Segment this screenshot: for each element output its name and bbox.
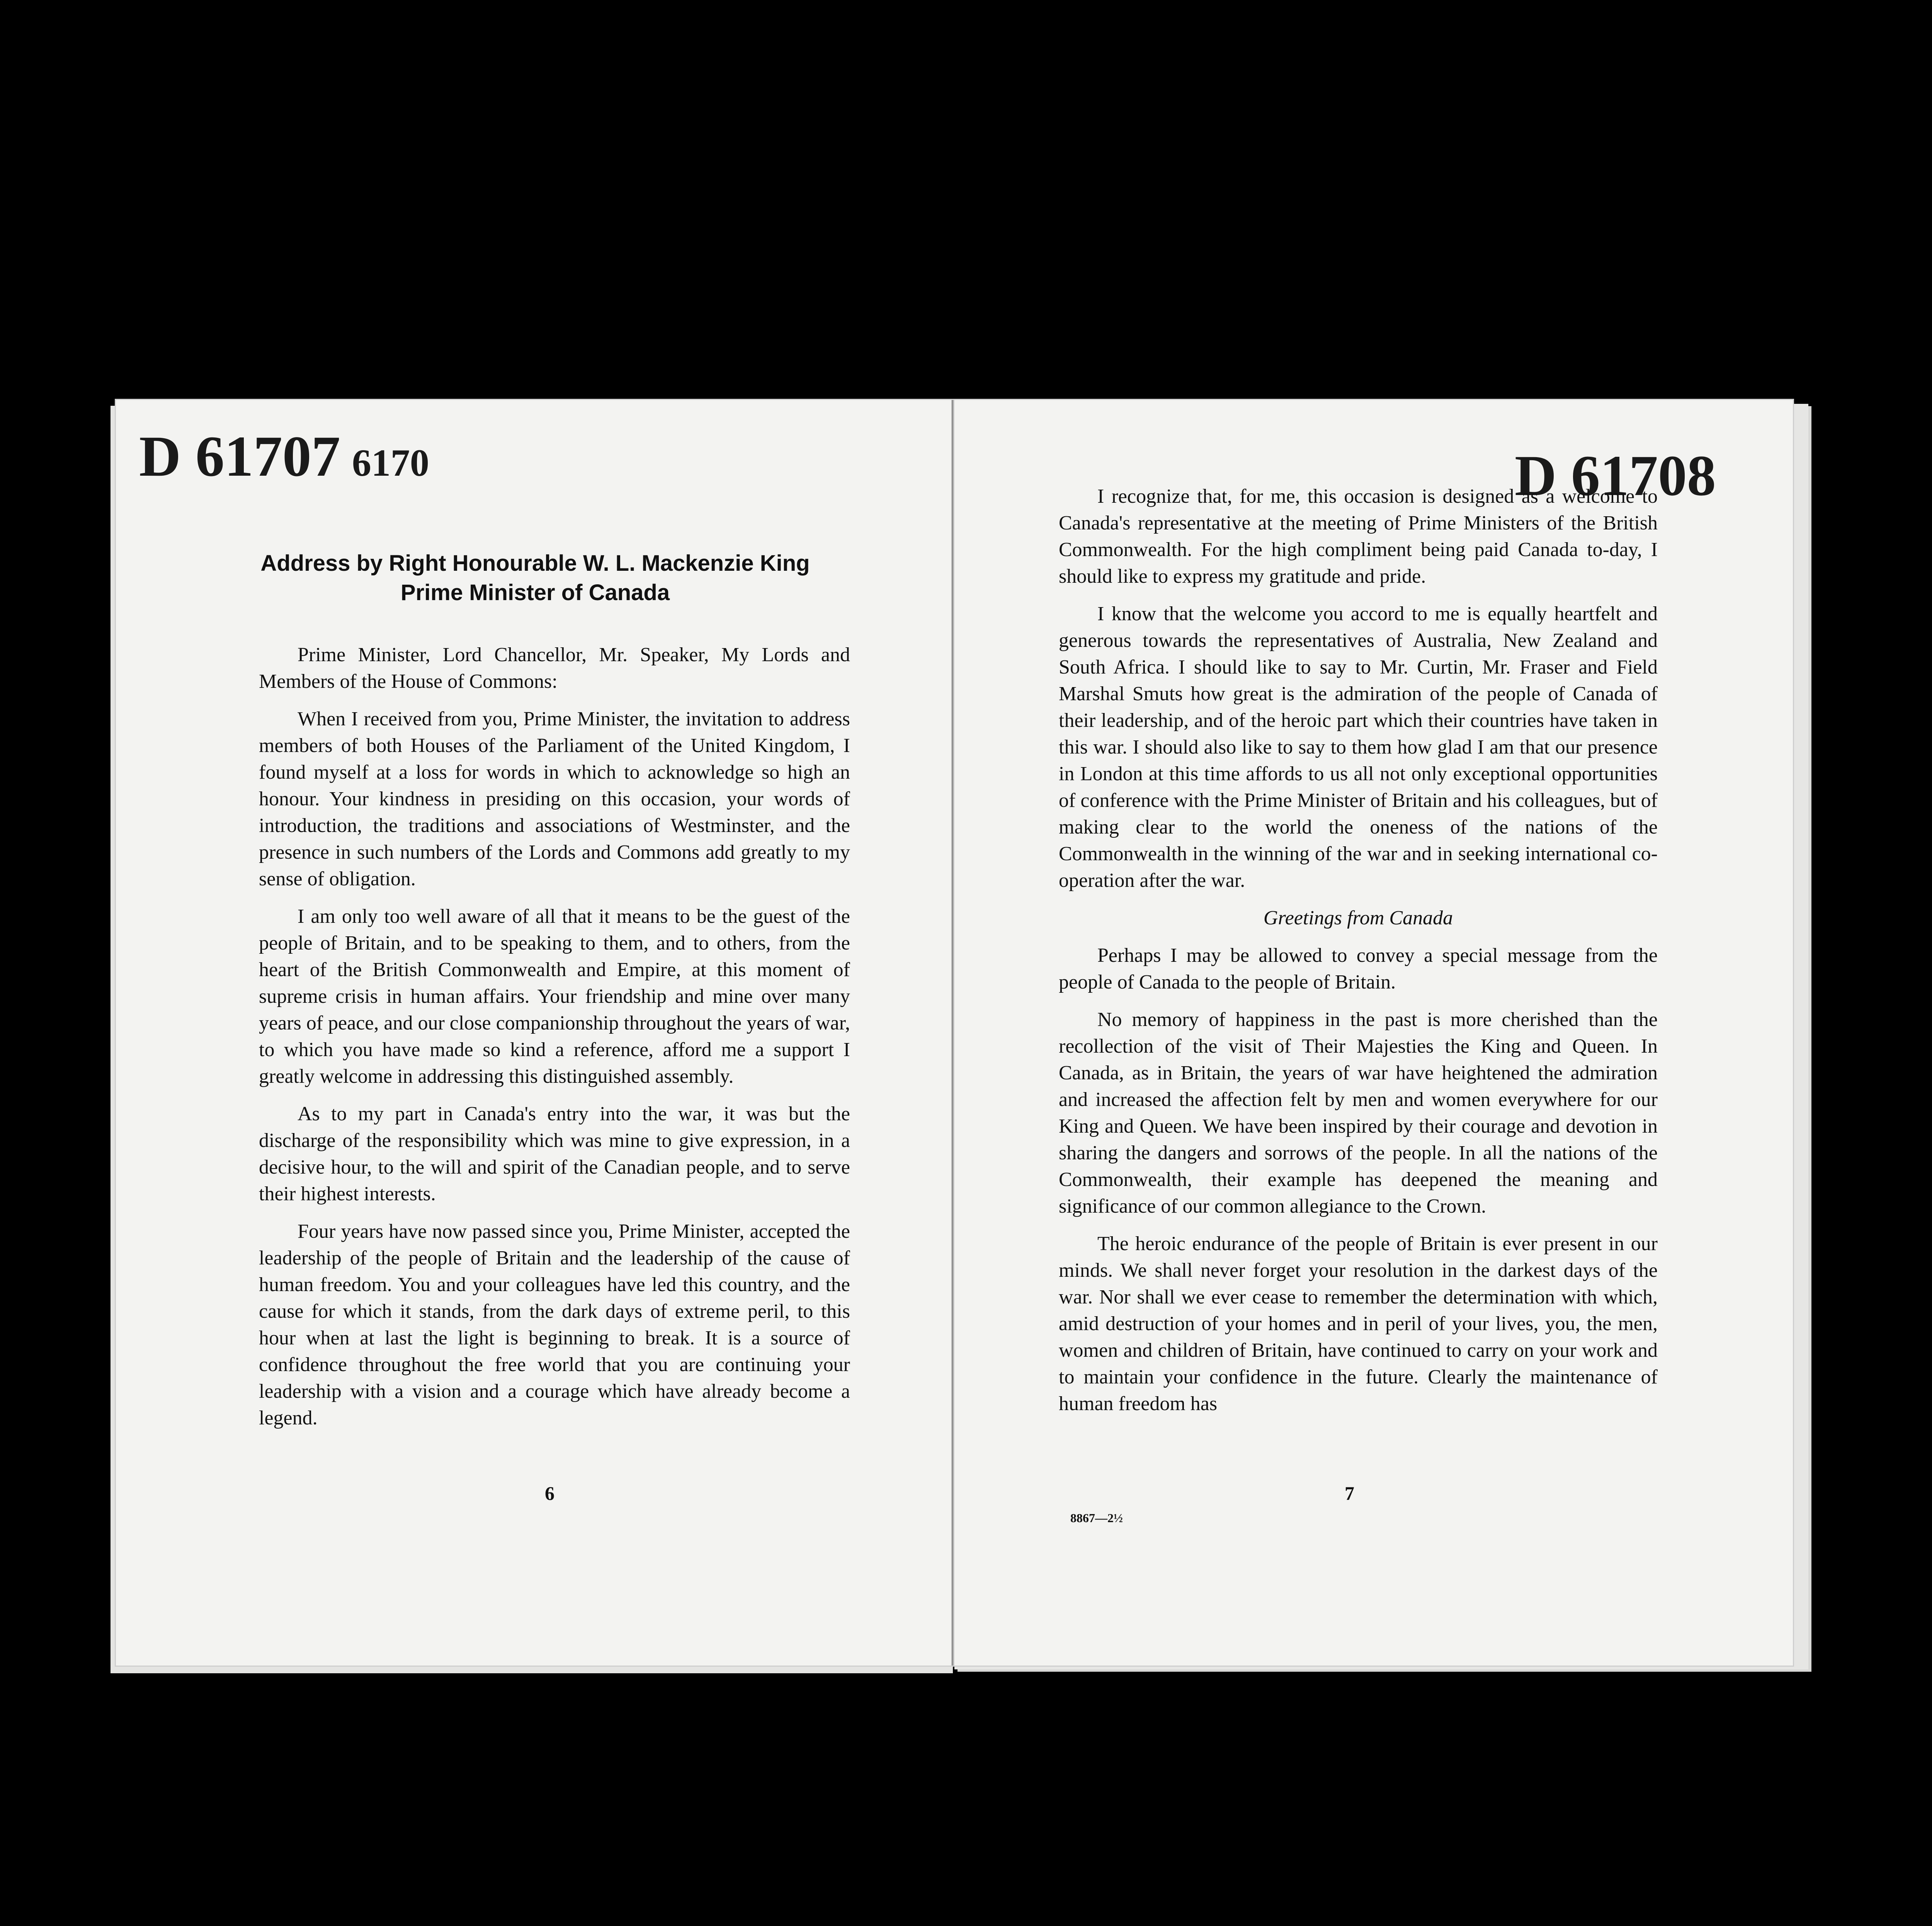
left-page-number: 6: [545, 1482, 554, 1504]
right-archive-stamp: D 61708: [1515, 444, 1716, 508]
left-paragraph-1: When I received from you, Prime Minister, the invitation to address members of both Houses of the Parliament of the United Kingdom, I found myself at a loss for words in which to acknowledge so high an honour. Your kindness in presiding on this occasion, your words of introduction, the traditions and associations of Westminster, and the presence in such numbers of the Lords and Commons add greatly to my sense of obligation.: [259, 708, 850, 890]
right-page: [954, 400, 1793, 1666]
left-body-text: [259, 641, 850, 1442]
print-code: 8867—2½: [1070, 1511, 1123, 1525]
left-page: [116, 400, 954, 1666]
left-paragraph-2: I am only too well aware of all that it means to be the guest of the people of Britain, and to be speaking to them, and to others, from the heart of the British Commonwealth and Empire, at this moment of supreme crisis in human affairs. Your friendship and mine over many years of peace, and our close companionship throughout the years of war, to which you have made so kind a reference, afford me a support I greatly welcome in addressing this distinguished assembly.: [259, 905, 850, 1087]
right-paragraph-4: No memory of happiness in the past is more cherished than the recollection of the visit of Their Majesties the King and Queen. In Canada, as in Britain, the years of war have heightened the admiration and increased the affection felt by men and women everywhere for our King and Queen. We have been inspired by their courage and devotion in sharing the dangers and sorrows of the people. In all the nations of the Commonwealth, their example has deepened the meaning and significance of our common allegiance to the Crown.: [1059, 1009, 1658, 1217]
left-paragraph-4: Four years have now passed since you, Prime Minister, accepted the leadership of the people of Britain and the leadership of the cause of human freedom. You and your colleagues have led this country, and the cause for which it stands, from the dark days of extreme peril, to this hour when at last the light is beginning to break. It is a source of confidence throughout the free world that you are continuing your leadership with a vision and a courage which have already become a legend.: [259, 1220, 850, 1429]
address-title: Address by Right Honourable W. L. Mackenzie King Prime Minister of Canada: [260, 551, 810, 605]
right-paragraph-5: The heroic endurance of the people of Britain is ever present in our minds. We shall never forget your resolution in the darkest days of the war. Nor shall we ever cease to remember the determination with which, amid destruction of your homes and in peril of your lives, you, the men, women and children of Britain, have continued to carry on your work and to maintain your confidence in the future. Clearly the maintenance of human freedom has: [1059, 1233, 1658, 1415]
left-paragraph-3: As to my part in Canada's entry into the war, it was but the discharge of the responsibility which was mine to give expression, in a decisive hour, to the will and spirit of the Canadian people, and to serve their highest interests.: [259, 1103, 850, 1205]
right-paragraph-2: I know that the welcome you accord to me is equally heartfelt and generous towards the representatives of Australia, New Zealand and South Africa. I should like to say to Mr. Curtin, Mr. Fraser and Field Marshal Smuts how great is the admiration of the people of Canada of their leadership, and of the heroic part which their countries have taken in this war. I should also like to say to them how glad I am that our presence in London at this time affords to us all not only exceptional opportunities of conference with the Prime Minister of Britain and his colleagues, but of making clear to the world the oneness of the nations of the Commonwealth in the winning of the war and in seeking international co-operation after the war.: [1059, 603, 1658, 892]
right-paragraph-1: I recognize that, for me, this occasion is designed as a welcome to Canada's representative at the meeting of Prime Ministers of the British Commonwealth. For the high compliment being paid Canada to-day, I should like to express my gratitude and pride.: [1059, 485, 1658, 587]
right-paragraph-3: Perhaps I may be allowed to convey a special message from the people of Canada to the people of Britain.: [1059, 944, 1658, 993]
right-body-text: [1059, 483, 1658, 1428]
left-archive-stamp: D 61707 6170: [139, 424, 429, 488]
salutation: Prime Minister, Lord Chancellor, Mr. Speaker, My Lords and Members of the House of Commons:: [259, 644, 850, 692]
right-page-number: 7: [1345, 1482, 1354, 1504]
section-heading: Greetings from Canada: [1263, 907, 1453, 929]
